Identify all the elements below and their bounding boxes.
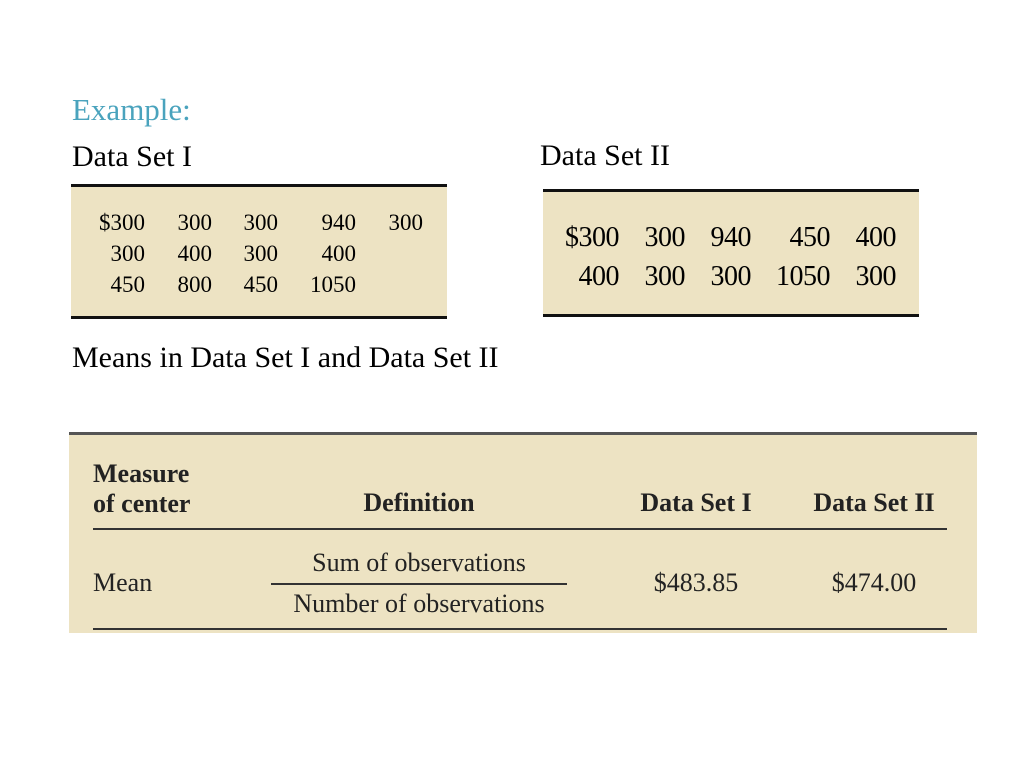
table-cell: 300 [855, 260, 896, 292]
table-cell: 400 [855, 221, 896, 253]
table-cell: 300 [243, 209, 278, 235]
table-cell: 300 [110, 240, 145, 266]
table-cell: 300 [388, 209, 423, 235]
table-cell: 940 [321, 209, 356, 235]
mean-value-data-set-2: $474.00 [831, 568, 917, 597]
definition-denominator: Number of observations [293, 589, 545, 618]
table-cell [356, 238, 423, 269]
table-cell: 940 [710, 221, 751, 253]
table-row [93, 207, 423, 238]
data-set-1-table [71, 184, 447, 319]
table-cell: 400 [321, 240, 356, 266]
table-cell: 300 [644, 221, 685, 253]
header-measure-line-2: of center [93, 489, 191, 518]
header-definition: Definition [363, 488, 475, 517]
data-set-2-table [543, 189, 919, 317]
table-cell: $300 [565, 221, 619, 253]
header-data-set-1: Data Set I [640, 488, 752, 517]
table-row [93, 269, 423, 300]
table-cell: 300 [710, 260, 751, 292]
table-cell: 300 [644, 260, 685, 292]
table-cell: $300 [99, 209, 145, 235]
data-set-2-grid [565, 218, 896, 296]
table-cell: 450 [243, 271, 278, 297]
table-cell: 450 [789, 221, 830, 253]
table-cell: 400 [578, 260, 619, 292]
mean-value-data-set-1: $483.85 [653, 568, 739, 597]
fraction-bar [271, 583, 567, 585]
table-cell [356, 269, 423, 300]
table-row [93, 238, 423, 269]
data-set-1-grid [93, 207, 423, 300]
table-cell: 1050 [776, 260, 830, 292]
table-cell: 400 [177, 240, 212, 266]
table-cell: 1050 [310, 271, 356, 297]
table-cell: 800 [177, 271, 212, 297]
table-cell: 300 [243, 240, 278, 266]
data-set-1-title: Data Set I [72, 140, 192, 173]
example-label: Example: [72, 92, 191, 127]
means-table [69, 432, 977, 633]
table-row [565, 257, 896, 296]
table-cell: 300 [177, 209, 212, 235]
header-data-set-2: Data Set II [813, 488, 935, 517]
data-set-2-title: Data Set II [540, 139, 670, 172]
table-row [565, 218, 896, 257]
table-cell: 450 [110, 271, 145, 297]
definition-numerator: Sum of observations [312, 548, 526, 577]
row-measure-mean: Mean [93, 568, 153, 597]
means-heading: Means in Data Set I and Data Set II [72, 341, 499, 374]
header-measure-line-1: Measure [93, 459, 190, 488]
header-divider [93, 528, 947, 530]
header-measure-of-center [93, 459, 190, 519]
table-bottom-rule [93, 628, 947, 630]
